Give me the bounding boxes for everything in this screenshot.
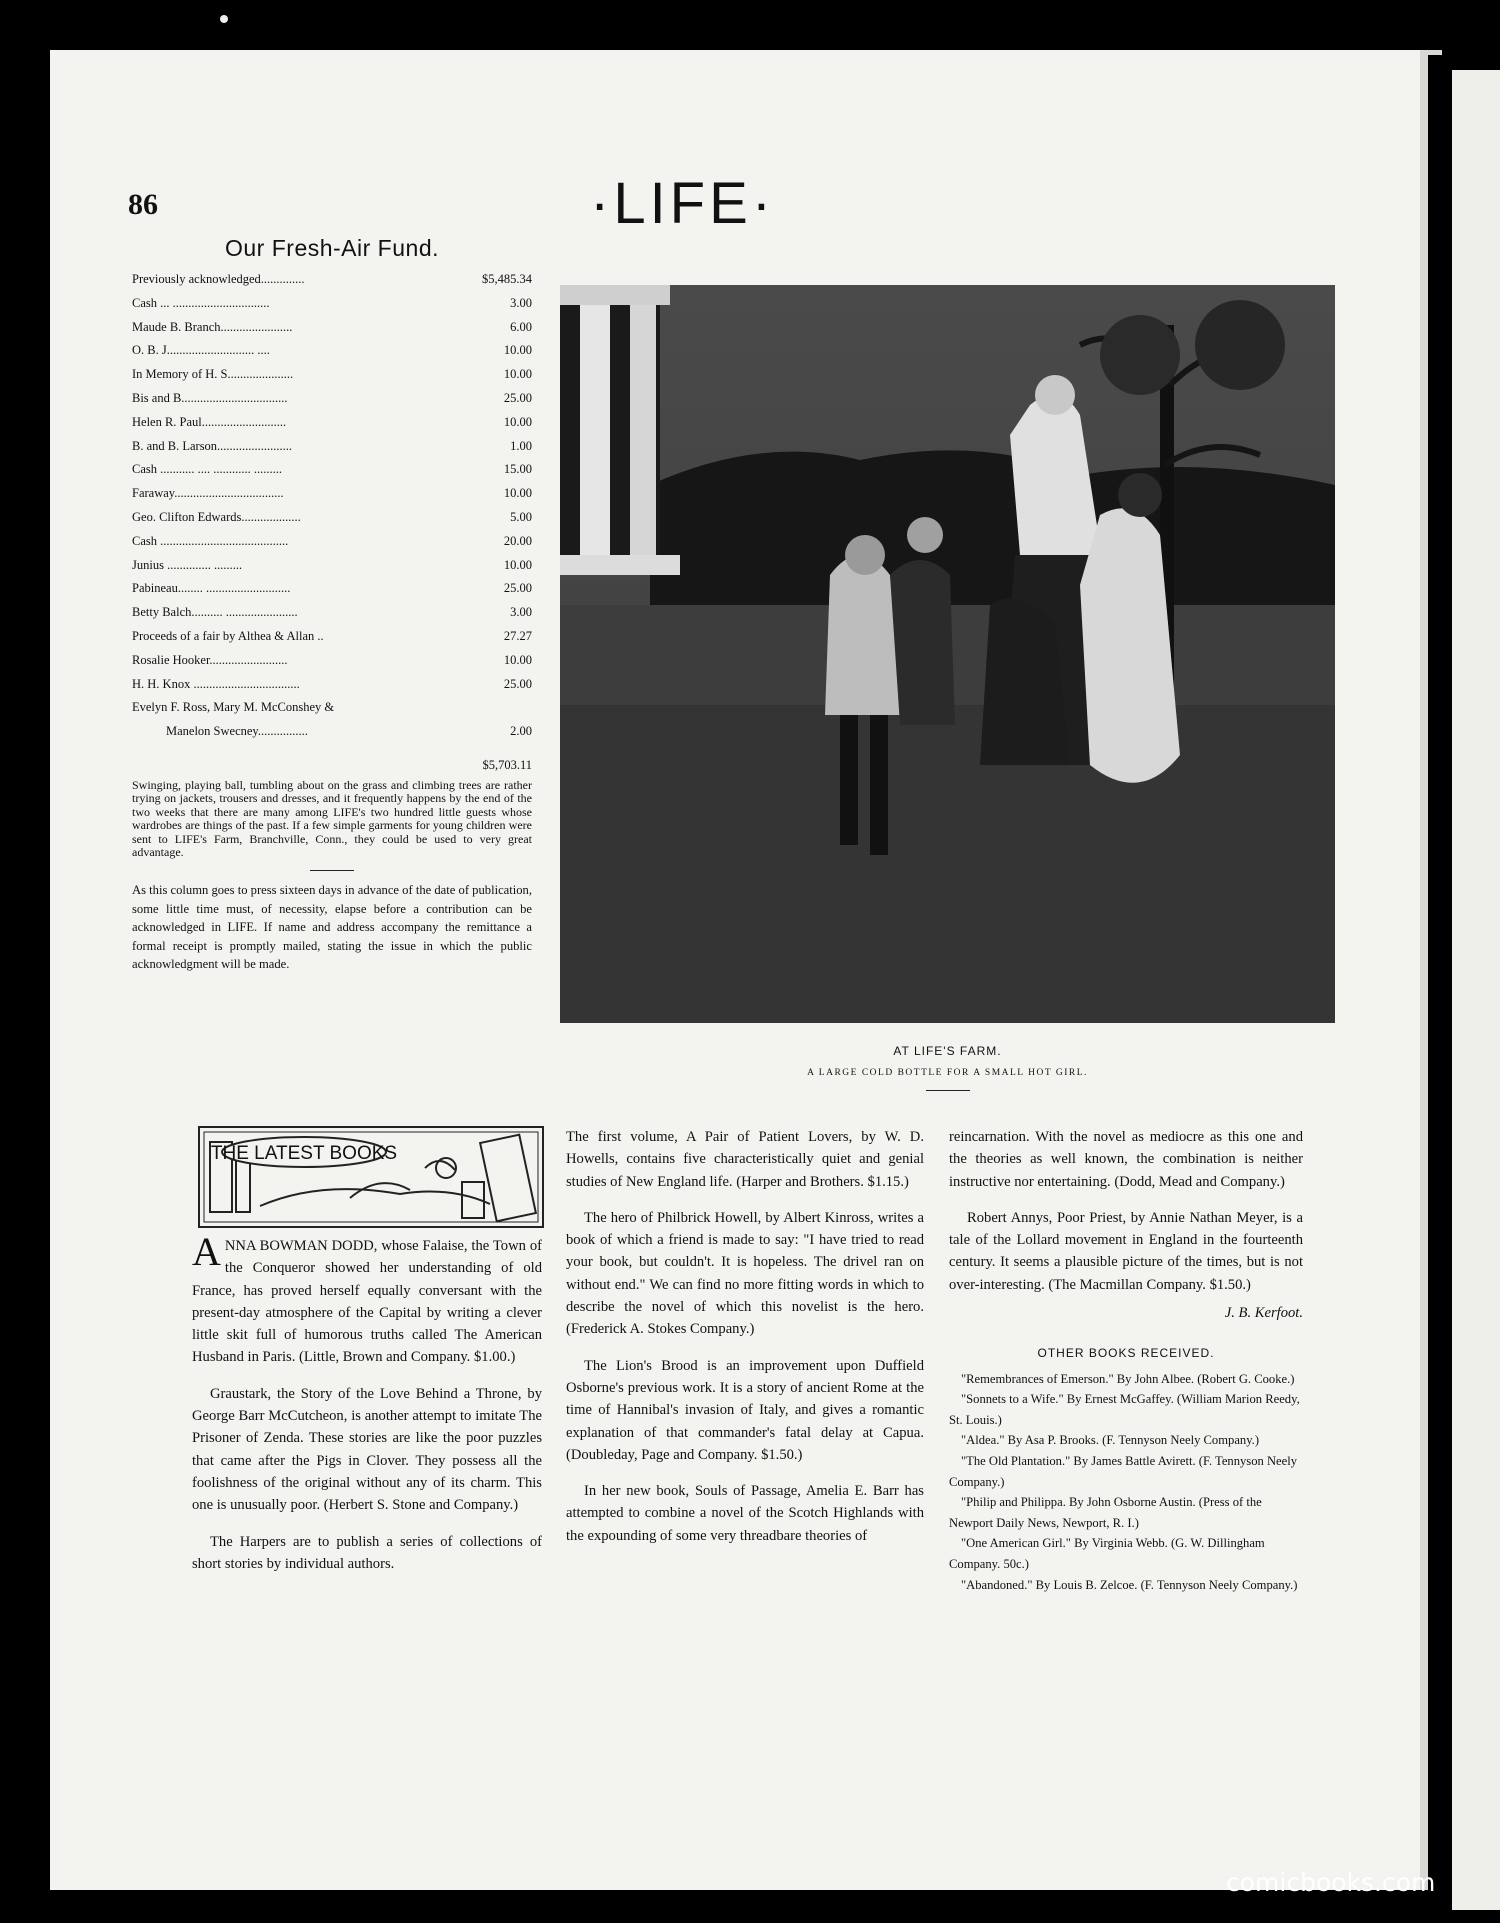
fund-notice: As this column goes to press sixteen days in advance of the date of publication, some little time must, of necessity, elapse before a contribution can be acknowledged in LIFE. If name and address accompany the remittance a formal receipt is promptly mailed, stating the issue in which the public acknowledgment will be made. xyxy=(132,882,532,972)
entry-amount: 20.00 xyxy=(503,533,532,548)
fund-total: $5,703.11 xyxy=(482,757,532,772)
caption-subtitle: A LARGE COLD BOTTLE FOR A SMALL HOT GIRL. xyxy=(807,1068,1088,1078)
entry-name: Maude B. Branch....................... xyxy=(132,319,293,334)
other-book-item: "Philip and Philippa. By John Osborne Austin. (Press of the Newport Daily News, Newport, R. I.) xyxy=(949,1495,1262,1530)
entry-amount: 10.00 xyxy=(503,414,532,429)
review-paragraph: The hero of Philbrick Howell, by Albert Kinross, writes a book of which a friend is made to say: "I have tried to read your book, but couldn't. It is hopeless. The drivel ran on without end." We can find no more fitting words in which to describe the novel of which this novelist is the hero. (Frederick A. Stokes Company.) xyxy=(566,1209,924,1338)
adjacent-page-edge xyxy=(1452,70,1500,1910)
fund-entry xyxy=(132,458,532,482)
entry-name: Helen R. Paul........................... xyxy=(132,414,287,429)
book-review-column-3 xyxy=(949,1126,1303,1595)
review-paragraph: reincarnation. With the novel as mediocre as this one and the theories as well known, the combination is neither instructive nor entertaining. (Dodd, Mead and Company.) xyxy=(949,1129,1303,1190)
entry-name: Betty Balch.......... ....................... xyxy=(132,605,298,620)
fund-entry xyxy=(132,363,532,387)
divider xyxy=(926,1090,970,1091)
entry-amount: 25.00 xyxy=(503,676,532,691)
latest-books-banner xyxy=(198,1126,544,1228)
fund-entry xyxy=(132,554,532,578)
entry-amount: 25.00 xyxy=(503,581,532,596)
review-paragraph: Robert Annys, Poor Priest, by Annie Nathan Meyer, is a tale of the Lollard movement in England in the fourteenth century. It seems a plausible picture of the times, but is not over-interesting. (The Macmillan Company. $1.50.) xyxy=(949,1209,1303,1293)
other-books-list xyxy=(949,1369,1303,1596)
entry-name: Bis and B.................................. xyxy=(132,390,288,405)
entry-amount: 15.00 xyxy=(503,462,532,477)
fund-entry xyxy=(132,435,532,459)
other-book-item: "The Old Plantation." By James Battle Avirett. (F. Tennyson Neely Company.) xyxy=(949,1454,1298,1489)
entry-amount: 10.00 xyxy=(503,343,532,358)
fund-title: Our Fresh-Air Fund. xyxy=(225,235,439,261)
fund-entry xyxy=(132,673,532,697)
other-book-item: "One American Girl." By Virginia Webb. (G. W. Dillingham Company. 50c.) xyxy=(949,1536,1265,1572)
entry-name: B. and B. Larson........................ xyxy=(132,438,293,453)
entry-amount: $5,485.34 xyxy=(482,272,532,286)
entry-name: In Memory of H. S..................... xyxy=(132,367,294,382)
fund-entry xyxy=(132,649,532,673)
entry-name: H. H. Knox .................................. xyxy=(132,676,300,691)
other-book-item: "Sonnets to a Wife." By Ernest McGaffey. (William Marion Reedy, St. Louis.) xyxy=(949,1392,1300,1427)
entry-name: Rosalie Hooker......................... xyxy=(132,652,288,667)
entry-amount: 1.00 xyxy=(510,438,532,453)
fund-entry xyxy=(132,268,532,292)
photo-caption xyxy=(560,1044,1335,1091)
review-paragraph: The Lion's Brood is an improvement upon Duffield Osborne's previous work. It is a story of ancient Rome at the time of Hannibal's invasion of Italy, and gives a romantic explanation of that commander's fatal delay at Capua. (Doubleday, Page and Company. $1.50.) xyxy=(566,1357,924,1463)
fund-entry xyxy=(132,387,532,411)
entry-amount: 2.00 xyxy=(510,724,532,739)
fund-entry xyxy=(132,530,532,554)
book-review-column-2 xyxy=(566,1126,924,1561)
fund-entry xyxy=(132,577,532,601)
entry-name: Evelyn F. Ross, Mary M. McConshey & xyxy=(132,700,335,715)
entry-amount: 10.00 xyxy=(503,652,532,667)
fund-note: Swinging, playing ball, tumbling about on the grass and climbing trees are rather trying on jackets, trousers and dresses, and it frequently happens by the end of the two weeks that there are many among LIFE's two hundred little guests whose wardrobes are things of the past. If a few simple garments for young children were sent to LIFE's Farm, Branchville, Conn., they could be used to very great advantage. xyxy=(132,777,532,860)
fund-entry xyxy=(132,601,532,625)
entry-amount: 5.00 xyxy=(510,509,532,524)
review-paragraph xyxy=(192,1229,542,1369)
fresh-air-fund xyxy=(132,235,532,974)
review-paragraph: Graustark, the Story of the Love Behind a Throne, by George Barr McCutcheon, is another attempt to imitate The Prisoner of Zenda. These stories are like the poor puzzles that came after the Pigs in Clover. They possess all the foolishness of the original without any of its charm. This one is unusually poor. (Herbert S. Stone and Company.) xyxy=(192,1385,542,1514)
entry-name: Pabineau........ ........................... xyxy=(132,581,291,596)
other-book-item: "Remembrances of Emerson." By John Albee. (Robert G. Cooke.) xyxy=(961,1371,1295,1386)
page-number: 86 xyxy=(128,188,158,221)
masthead: ·LIFE· xyxy=(590,171,776,236)
photo-illustration xyxy=(560,285,1335,1023)
banner-illustration xyxy=(200,1128,542,1226)
entry-amount: 10.00 xyxy=(503,557,532,572)
fund-entry xyxy=(132,482,532,506)
watermark: comicbooks.com xyxy=(1226,1868,1436,1897)
fund-entry xyxy=(132,720,532,744)
entry-name: Cash ... ............................... xyxy=(132,295,270,310)
entry-name: Junius .............. ......... xyxy=(132,557,243,572)
banner-label: THE LATEST BOOKS xyxy=(210,1143,398,1164)
other-book-item: "Aldea." By Asa P. Brooks. (F. Tennyson Neely Company.) xyxy=(961,1433,1260,1448)
entry-amount: 3.00 xyxy=(510,295,532,310)
scan-speck xyxy=(220,15,228,23)
entry-amount: 10.00 xyxy=(503,486,532,501)
drop-cap: A xyxy=(192,1229,221,1274)
other-book-item: "Abandoned." By Louis B. Zelcoe. (F. Tennyson Neely Company.) xyxy=(961,1577,1298,1592)
review-text: NNA BOWMAN DODD, whose Falaise, the Town of the Conqueror showed her understanding of old France, has proved herself equally conversant with the present-day atmosphere of the Capital by writing a clever little skit full of humorous truths called The American Husband in Paris. (Little, Brown and Company. $1.00.) xyxy=(192,1238,542,1366)
reviewer-signature: J. B. Kerfoot. xyxy=(1224,1305,1303,1322)
entry-name: Faraway................................... xyxy=(132,486,284,501)
review-paragraph: In her new book, Souls of Passage, Amelia E. Barr has attempted to combine a novel of the Scotch Highlands with the expounding of some very threadbare theories of xyxy=(566,1483,924,1544)
entry-amount: 25.00 xyxy=(503,390,532,405)
entry-name: Proceeds of a fair by Althea & Allan .. xyxy=(132,628,324,643)
fund-entry xyxy=(132,316,532,340)
caption-title: AT LIFE'S FARM. xyxy=(893,1044,1002,1058)
entry-name: Manelon Swecney................ xyxy=(166,724,308,739)
entry-amount: 27.27 xyxy=(503,628,532,643)
entry-name: Geo. Clifton Edwards................... xyxy=(132,509,301,524)
fund-entry xyxy=(132,506,532,530)
farm-photograph xyxy=(560,285,1335,1023)
entry-name: O. B. J............................ .... xyxy=(132,343,270,358)
fund-entries xyxy=(132,268,532,696)
entry-amount: 3.00 xyxy=(510,605,532,620)
other-books-title: OTHER BOOKS RECEIVED. xyxy=(1037,1346,1215,1361)
entry-name: Cash ......................................... xyxy=(132,533,289,548)
entry-name: Cash ........... .... ............ ......... xyxy=(132,462,282,477)
fund-entry xyxy=(132,339,532,363)
entry-amount: 6.00 xyxy=(510,319,532,334)
entry-amount: 10.00 xyxy=(503,367,532,382)
fund-entry xyxy=(132,411,532,435)
book-review-column-1 xyxy=(192,1229,542,1589)
fund-entry xyxy=(132,292,532,316)
fund-entry xyxy=(132,696,532,720)
review-paragraph: The first volume, A Pair of Patient Lovers, by W. D. Howells, contains five characteristically quiet and genial studies of New England life. (Harper and Brothers. $1.15.) xyxy=(566,1129,924,1190)
review-paragraph: The Harpers are to publish a series of collections of short stories by individual authors. xyxy=(192,1533,542,1572)
divider xyxy=(310,870,354,871)
fund-entry xyxy=(132,625,532,649)
entry-name: Previously acknowledged.............. xyxy=(132,272,305,286)
page-gutter xyxy=(1428,55,1442,1905)
